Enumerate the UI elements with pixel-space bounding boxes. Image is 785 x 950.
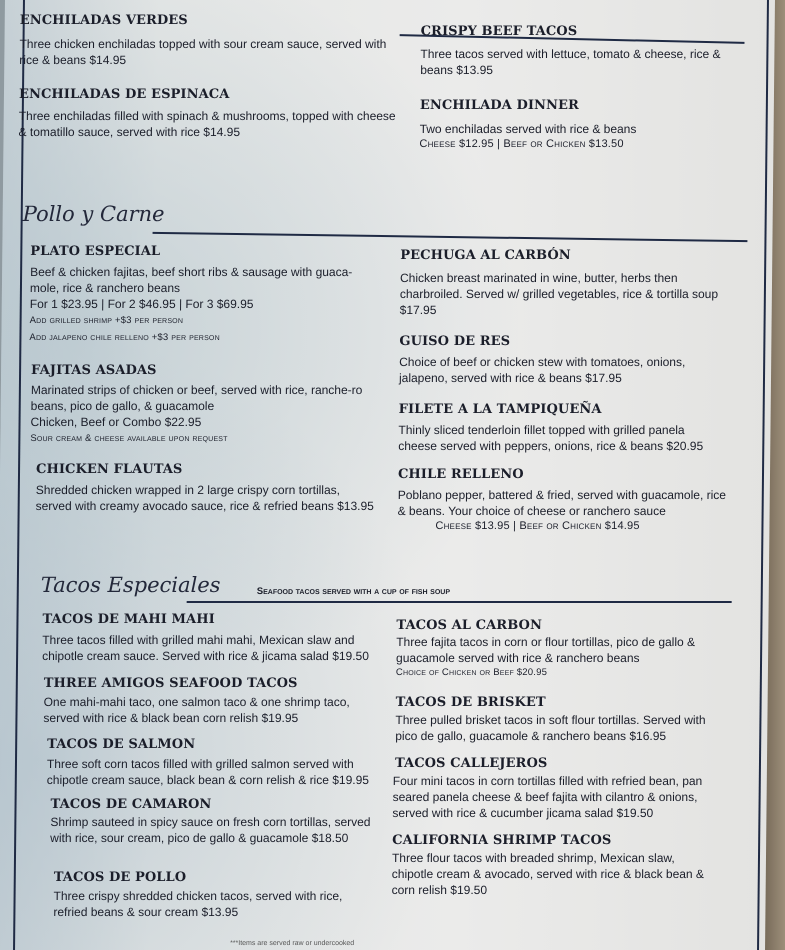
item-price-fajitas-asadas: Chicken, Beef or Combo $22.95 (30, 415, 202, 429)
item-title-enchiladas-verdes: ENCHILADAS VERDES (19, 13, 188, 28)
item-title-filete: FILETE A LA TAMPIQUEÑA (398, 402, 602, 417)
item-title-pechuga-al-carbon: PECHUGA AL CARBÓN (400, 248, 571, 263)
item-title-tacos-mahi-mahi: TACOS DE MAHI MAHI (42, 612, 215, 627)
section-heading-pollo-y-carne: Pollo y Carne (22, 202, 165, 226)
section-rule-tacos (187, 601, 732, 603)
item-title-tacos-callejeros: TACOS CALLEJEROS (394, 756, 548, 771)
item-title-enchiladas-espinaca: ENCHILADAS DE ESPINACA (18, 87, 230, 102)
item-desc-chile-relleno: Poblano pepper, battered & fried, served with guacamole, rice & beans. Your choice of cheese or ranchero sauce (397, 488, 727, 518)
item-desc-tacos-de-camaron: Shrimp sauteed in spicy sauce on fresh corn tortillas, served with rice, sour cream, pico de gallo & guacamole $18.50 (50, 815, 371, 845)
item-title-crispy-beef-tacos: CRISPY BEEF TACOS (420, 24, 578, 39)
item-title-tacos-de-pollo: TACOS DE POLLO (53, 870, 187, 885)
item-desc-chicken-flautas: Shredded chicken wrapped in 2 large crispy corn tortillas, served with creamy avocado sauce, rice & refried beans $13.95 (35, 483, 374, 513)
item-title-chile-relleno: CHILE RELLENO (397, 467, 524, 482)
item-desc-three-amigos: One mahi-mahi taco, one salmon taco & one shrimp taco, served with rice & black bean corn relish $19.95 (43, 695, 350, 725)
item-title-enchilada-dinner: ENCHILADA DINNER (419, 98, 580, 113)
item-addon-relleno: Add jalapeno chile relleno +$3 per person (29, 332, 220, 343)
item-desc-tacos-al-carbon: Three fajita tacos in corn or flour tortillas, pico de gallo & guacamole served with rice & ranchero beans (396, 635, 696, 665)
item-title-tacos-de-salmon: TACOS DE SALMON (47, 737, 196, 752)
item-title-fajitas-asadas: FAJITAS ASADAS (31, 363, 157, 378)
item-addon-shrimp: Add grilled shrimp +$3 per person (29, 315, 184, 326)
item-desc-pechuga-al-carbon: Chicken breast marinated in wine, butter, herbs then charbroiled. Served w/ grilled vegetables, rice & tortilla soup $17.95 (399, 271, 719, 317)
item-desc-fajitas-asadas: Marinated strips of chicken or beef, served with rice, ranche-ro beans, pico de gallo, & guacamole (30, 383, 363, 413)
item-price-tacos-al-carbon: Choice of Chicken or Beef $20.95 (395, 667, 548, 678)
section-heading-tacos-especiales: Tacos Especiales (40, 573, 221, 597)
item-title-tacos-al-carbon: TACOS AL CARBON (396, 618, 543, 633)
item-title-tacos-de-camaron: TACOS DE CAMARON (50, 797, 212, 812)
item-desc-tacos-mahi-mahi: Three tacos filled with grilled mahi mahi, Mexican slaw and chipotle cream sauce. Served with rice & jicama salad $19.50 (42, 633, 370, 663)
item-desc-plato-especial: Beef & chicken fajitas, beef short ribs & sausage with guaca-mole, rice & ranchero beans (29, 265, 353, 295)
item-title-plato-especial: PLATO ESPECIAL (30, 244, 161, 259)
item-desc-guiso-de-res: Choice of beef or chicken stew with tomatoes, onions, jalapeno, served with rice & beans $17.95 (398, 355, 686, 385)
item-desc-enchilada-dinner: Two enchiladas served with rice & beans (419, 122, 637, 136)
item-title-guiso-de-res: GUISO DE RES (399, 334, 511, 349)
item-title-three-amigos: THREE AMIGOS SEAFOOD TACOS (43, 676, 298, 691)
item-desc-tacos-de-brisket: Three pulled brisket tacos in soft flour tortillas. Served with pico de gallo, guacamole & ranchero beans $16.95 (395, 713, 706, 743)
item-price-enchilada-dinner: Cheese $12.95 | Beef or Chicken $13.50 (419, 138, 624, 150)
item-title-chicken-flautas: CHICKEN FLAUTAS (35, 462, 183, 477)
item-desc-enchiladas-verdes: Three chicken enchiladas topped with sour cream sauce, served with rice & beans $14.95 (19, 37, 387, 67)
item-desc-tacos-de-salmon: Three soft corn tacos filled with grilled salmon served with chipotle cream sauce, black bean & corn relish & rice $19.95 (46, 757, 370, 787)
item-price-plato-especial: For 1 $23.95 | For 2 $46.95 | For 3 $69.95 (29, 297, 254, 311)
item-title-tacos-de-brisket: TACOS DE BRISKET (395, 695, 546, 710)
item-title-california-shrimp: CALIFORNIA SHRIMP TACOS (392, 833, 612, 848)
item-desc-filete: Thinly sliced tenderloin fillet topped with grilled panela cheese served with peppers, onions, rice & beans $20.95 (398, 423, 704, 453)
item-desc-tacos-de-pollo: Three crispy shredded chicken tacos, served with rice, refried beans & sour cream $13.95 (53, 889, 343, 919)
item-desc-crispy-beef-tacos: Three tacos served with lettuce, tomato & cheese, rice & beans $13.95 (420, 47, 721, 77)
item-desc-enchiladas-espinaca: Three enchiladas filled with spinach & mushrooms, topped with cheese & tomatillo sauce, served with rice $14.95 (18, 109, 396, 139)
footer-note: ***Items are served raw or undercooked (230, 940, 355, 947)
item-desc-california-shrimp: Three flour tacos with breaded shrimp, Mexican slaw, chipotle cream & avocado, served with rice & black bean & corn relish $19.50 (391, 851, 705, 897)
item-price-chile-relleno: Cheese $13.95 | Beef or Chicken $14.95 (435, 520, 640, 532)
section-note-seafood: Seafood tacos served with a cup of fish soup (256, 586, 451, 597)
item-desc-tacos-callejeros: Four mini tacos in corn tortillas filled with refried bean, pan seared panela cheese & beef fajita with cilantro & onions, served with rice & cucumber jicama salad $19.50 (392, 774, 703, 820)
item-note-fajitas-asadas: Sour cream & cheese available upon request (30, 433, 228, 444)
